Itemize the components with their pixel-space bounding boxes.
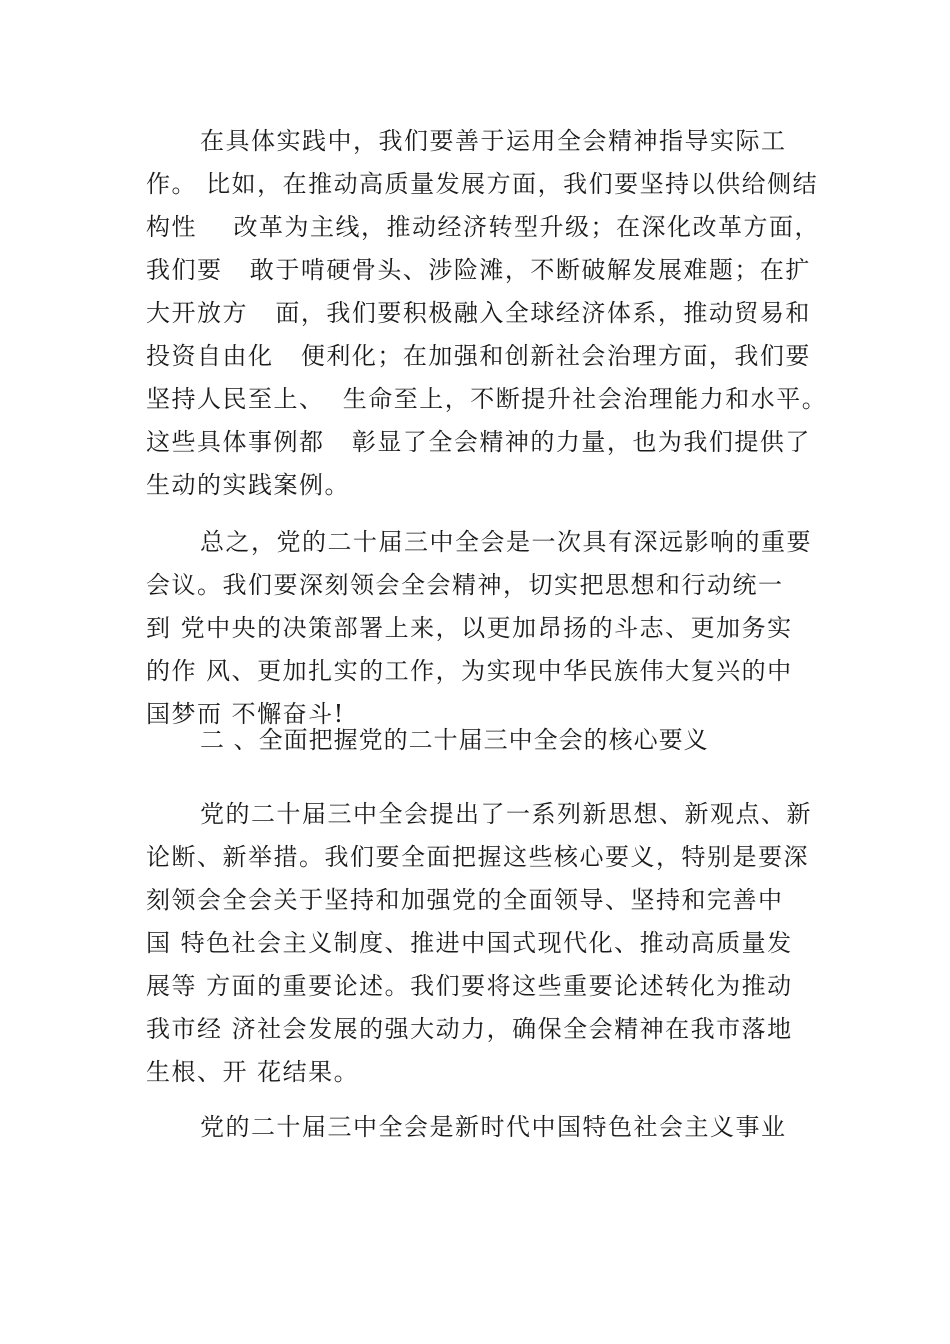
text-line: 构性 改革为主线，推动经济转型升级；在深化改革方面， xyxy=(146,213,821,241)
text-line: 国梦而 不懈奋斗! xyxy=(146,700,345,728)
text-line: 会议。我们要深刻领会全会精神，切实把思想和行动统一 xyxy=(146,571,784,599)
paragraph-core-meaning xyxy=(146,793,826,1094)
text-line: 作。 比如，在推动高质量发展方面，我们要坚持以供给侧结 xyxy=(146,170,819,198)
text-line: 刻领会全会关于坚持和加强党的全面领导、坚持和完善中 xyxy=(146,886,784,914)
text-line: 论断、新举措。我们要全面把握这些核心要义，特别是要深 xyxy=(146,843,809,871)
text-line: 这些具体事例都 彰显了全会精神的力量，也为我们提供了 xyxy=(146,428,811,456)
text-line: 坚持人民至上、 生命至上，不断提升社会治理能力和水平。 xyxy=(146,385,828,413)
text-line: 党的二十届三中全会提出了一系列新思想、新观点、新 xyxy=(200,800,812,828)
text-line: 国 特色社会主义制度、推进中国式现代化、推动高质量发 xyxy=(146,929,793,957)
text-line: 我们要 敢于啃硬骨头、涉险滩，不断破解发展难题；在扩 xyxy=(146,256,811,284)
text-line: 我市经 济社会发展的强大动力，确保全会精神在我市落地 xyxy=(146,1015,793,1043)
text-line: 党的二十届三中全会是新时代中国特色社会主义事业 xyxy=(200,1113,787,1141)
paragraph-practice xyxy=(146,120,826,507)
text-line: 的作 风、更加扎实的工作，为实现中华民族伟大复兴的中 xyxy=(146,657,793,685)
paragraph-new-era xyxy=(146,1106,826,1149)
text-line: 展等 方面的重要论述。我们要将这些重要论述转化为推动 xyxy=(146,972,793,1000)
text-line: 大开放方 面，我们要积极融入全球经济体系，推动贸易和 xyxy=(146,299,811,327)
text-line: 生动的实践案例。 xyxy=(146,471,350,499)
text-line: 生根、开 花结果。 xyxy=(146,1058,360,1086)
text-line: 总之，党的二十届三中全会是一次具有深远影响的重要 xyxy=(200,528,812,556)
paragraph-conclusion xyxy=(146,521,826,736)
text-line: 到 党中央的决策部署上来，以更加昂扬的斗志、更加务实 xyxy=(146,614,793,642)
section-heading xyxy=(146,719,826,762)
heading-text: 二 、全面把握党的二十届三中全会的核心要义 xyxy=(200,726,709,754)
text-line: 投资自由化 便利化；在加强和创新社会治理方面，我们要 xyxy=(146,342,811,370)
text-line: 在具体实践中，我们要善于运用全会精神指导实际工 xyxy=(200,127,787,155)
